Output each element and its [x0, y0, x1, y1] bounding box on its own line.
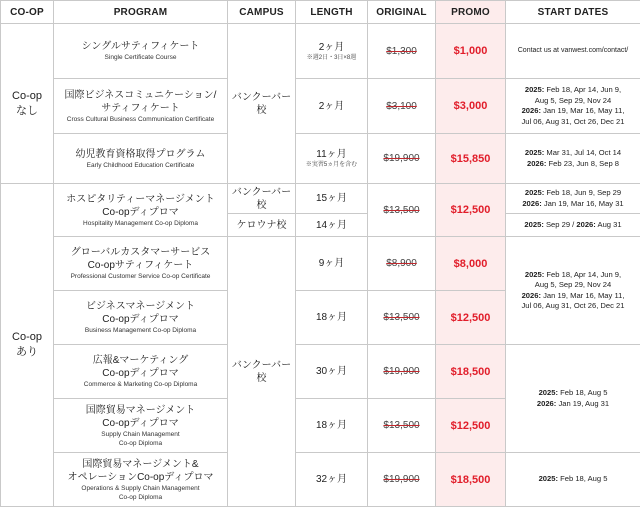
- dates-line: 2026: Jan 19, Mar 16, May 11,: [521, 106, 625, 115]
- table-row: [1, 134, 640, 184]
- promo-price-cell: [436, 453, 506, 507]
- program-name-jp: Co-opサティフィケート: [87, 260, 194, 271]
- original-price-cell: [368, 345, 436, 399]
- program-cell: [54, 453, 228, 507]
- program-name-jp: シングルサティフィケート: [81, 41, 200, 52]
- length-note: ※週2日・3日×8週: [306, 54, 357, 61]
- length-cell: [296, 79, 368, 134]
- program-name-en: Operations & Supply Chain Management: [81, 484, 200, 492]
- program-cell: [54, 345, 228, 399]
- length-note: ※実習5ヵ月を含む: [305, 162, 358, 168]
- program-cell: [54, 24, 228, 79]
- original-price: $13,500: [383, 312, 420, 323]
- promo-price: $12,500: [450, 311, 491, 324]
- program-name-jp: Co-opディプロマ: [102, 417, 179, 429]
- dates-line: Aug 5, Sep 29, Nov 24: [534, 280, 612, 289]
- dates-line: 2026: Jan 19, Mar 16, May 11,: [521, 290, 625, 300]
- length-value: 11ヶ月: [316, 149, 347, 160]
- program-name-en: Supply Chain Management: [101, 430, 180, 438]
- dates-line: Jul 06, Aug 31, Oct 26, Dec 21: [521, 301, 625, 310]
- dates-line: 2025: Feb 18, Aug 5: [538, 388, 608, 397]
- original-price-cell: [368, 399, 436, 453]
- length-value: 18ヶ月: [315, 312, 348, 323]
- start-dates-cell: [506, 134, 640, 184]
- original-price: $19,900: [383, 366, 420, 377]
- program-cell: [54, 237, 228, 291]
- program-name-jp: Co-opディプロマ: [102, 206, 179, 218]
- program-name-en: Hospitality Management Co-op Diploma: [83, 219, 198, 227]
- promo-price: $12,500: [450, 419, 491, 432]
- program-name-en: Professional Customer Service Co-op Certificate: [70, 273, 211, 280]
- program-cell: [54, 134, 228, 184]
- program-name-jp: サティフィケート: [101, 102, 180, 114]
- header-coop: CO-OP: [1, 1, 54, 24]
- header-program: PROGRAM: [54, 1, 228, 24]
- program-name-jp: ビジネスマネージメント: [86, 301, 195, 312]
- length-value: 9ヶ月: [318, 258, 345, 269]
- original-price-cell: [368, 24, 436, 79]
- program-name-jp: 国際貿易マネージメント&: [82, 458, 199, 470]
- coop-value: なし: [16, 104, 38, 117]
- length-value: 32ヶ月: [315, 474, 348, 485]
- start-dates-cell: [506, 345, 640, 453]
- dates-line: 2025: Feb 18, Apr 14, Jun 9,: [524, 85, 622, 94]
- dates-line: 2025: Feb 18, Jun 9, Sep 29: [524, 188, 622, 197]
- promo-price-cell: [436, 24, 506, 79]
- table-row: [1, 453, 640, 507]
- start-dates-cell: [506, 237, 640, 345]
- length-value: 2ヶ月: [318, 41, 345, 53]
- header-length: LENGTH: [296, 1, 368, 24]
- program-name-jp: 国際ビジネスコミュニケーション/: [64, 89, 217, 101]
- header-start-dates: START DATES: [506, 1, 640, 24]
- length-cell: [296, 237, 368, 291]
- header-campus: CAMPUS: [228, 1, 296, 24]
- program-name-en: Co-op Diploma: [118, 493, 163, 501]
- table-row: [1, 24, 640, 79]
- original-price-cell: [368, 453, 436, 507]
- dates-line: Jul 06, Aug 31, Oct 26, Dec 21: [521, 116, 625, 126]
- promo-price: $12,500: [450, 204, 491, 216]
- promo-price-cell: [436, 237, 506, 291]
- program-name-jp: 国際貿易マネージメント: [85, 404, 196, 416]
- program-name-en: Commerce & Marketing Co-op Diploma: [83, 381, 198, 388]
- promo-price-cell: [436, 134, 506, 184]
- length-cell: [296, 399, 368, 453]
- length-cell: [296, 214, 368, 237]
- promo-price: $3,000: [453, 100, 488, 112]
- program-name-en: Cross Cultural Business Communication Certificate: [66, 115, 215, 123]
- start-dates-cell: [506, 453, 640, 507]
- original-price-cell: [368, 237, 436, 291]
- program-name-en: Business Management Co-op Diploma: [84, 327, 197, 334]
- original-price-cell: [368, 291, 436, 345]
- table-row: [1, 345, 640, 399]
- header-row: [1, 1, 640, 24]
- coop-label: Co-op: [12, 331, 42, 343]
- campus-cell: バンクーバー校: [228, 184, 296, 214]
- original-price-cell: [368, 184, 436, 237]
- campus-cell: バンクーバー校: [228, 237, 296, 507]
- original-price: $3,100: [386, 100, 417, 112]
- promo-price-cell: [436, 345, 506, 399]
- program-cell: [54, 399, 228, 453]
- start-dates-cell: Contact us at vanwest.com/contact/: [506, 24, 640, 79]
- program-name-en: Co-op Diploma: [118, 439, 163, 447]
- promo-price-cell: [436, 184, 506, 237]
- original-price: $19,900: [383, 153, 420, 164]
- dates-line: 2025: Feb 18, Aug 5: [538, 474, 608, 484]
- start-dates-cell: [506, 79, 640, 134]
- length-value: 30ヶ月: [315, 366, 348, 377]
- dates-line: 2026: Jan 19, Mar 16, May 31: [522, 198, 624, 208]
- length-cell: [296, 291, 368, 345]
- length-cell: [296, 24, 368, 79]
- length-value: 2ヶ月: [318, 100, 345, 112]
- coop-group-none: [1, 24, 54, 184]
- promo-price: $15,850: [450, 152, 491, 165]
- coop-value: あり: [16, 346, 38, 358]
- original-price: $1,300: [386, 45, 417, 57]
- length-value: 18ヶ月: [315, 420, 348, 431]
- promo-price: $8,000: [453, 257, 488, 270]
- dates-line: 2026: Feb 23, Jun 8, Sep 8: [526, 158, 620, 168]
- program-name-en: Single Certificate Course: [104, 54, 177, 61]
- program-cell: [54, 291, 228, 345]
- original-price-cell: [368, 79, 436, 134]
- original-price: $13,500: [383, 204, 420, 216]
- program-name-jp: Co-opディプロマ: [102, 314, 179, 325]
- program-name-jp: ホスピタリティーマネージメント: [66, 193, 215, 205]
- header-original: ORIGINAL: [368, 1, 436, 24]
- promo-price-cell: [436, 399, 506, 453]
- table-row: [1, 184, 640, 214]
- original-price: $13,500: [383, 420, 420, 431]
- dates-line: Aug 5, Sep 29, Nov 24: [534, 95, 612, 105]
- coop-label: Co-op: [12, 89, 42, 102]
- coop-group-with: [1, 184, 54, 507]
- start-dates-cell: [506, 184, 640, 214]
- promo-price: $18,500: [450, 365, 491, 378]
- length-cell: [296, 184, 368, 214]
- length-cell: [296, 453, 368, 507]
- table-row: [1, 79, 640, 134]
- table-row: [1, 237, 640, 291]
- promo-price-cell: [436, 291, 506, 345]
- program-name-jp: 広報&マーケティング: [92, 355, 189, 366]
- program-cell: [54, 184, 228, 237]
- original-price-cell: [368, 134, 436, 184]
- dates-line: 2025: Feb 18, Apr 14, Jun 9,: [524, 269, 622, 279]
- length-cell: [296, 345, 368, 399]
- program-name-jp: 幼児教育資格取得プログラム: [75, 148, 206, 160]
- start-dates-cell: 2025: Sep 29 / 2026: Aug 31: [506, 214, 640, 237]
- program-name-jp: グローバルカスタマーサービス: [70, 247, 211, 258]
- promo-price: $1,000: [453, 45, 488, 57]
- campus-cell: バンクーバー校: [228, 24, 296, 184]
- length-value: 15ヶ月: [315, 193, 348, 204]
- length-value: 14ヶ月: [315, 219, 348, 231]
- original-price: $8,900: [386, 258, 417, 269]
- promo-price-cell: [436, 79, 506, 134]
- campus-cell: ケロウナ校: [228, 214, 296, 237]
- dates-line: 2025: Mar 31, Jul 14, Oct 14: [524, 148, 622, 157]
- program-cell: [54, 79, 228, 134]
- program-name-jp: Co-opディプロマ: [102, 368, 179, 379]
- program-name-en: Early Childhood Education Certificate: [86, 161, 195, 169]
- header-promo: PROMO: [436, 1, 506, 24]
- dates-line: 2026: Jan 19, Aug 31: [536, 398, 610, 408]
- promo-price: $18,500: [450, 473, 491, 486]
- original-price: $19,900: [383, 474, 420, 485]
- program-name-jp: オペレーションCo-opディプロマ: [67, 471, 214, 483]
- length-cell: [296, 134, 368, 184]
